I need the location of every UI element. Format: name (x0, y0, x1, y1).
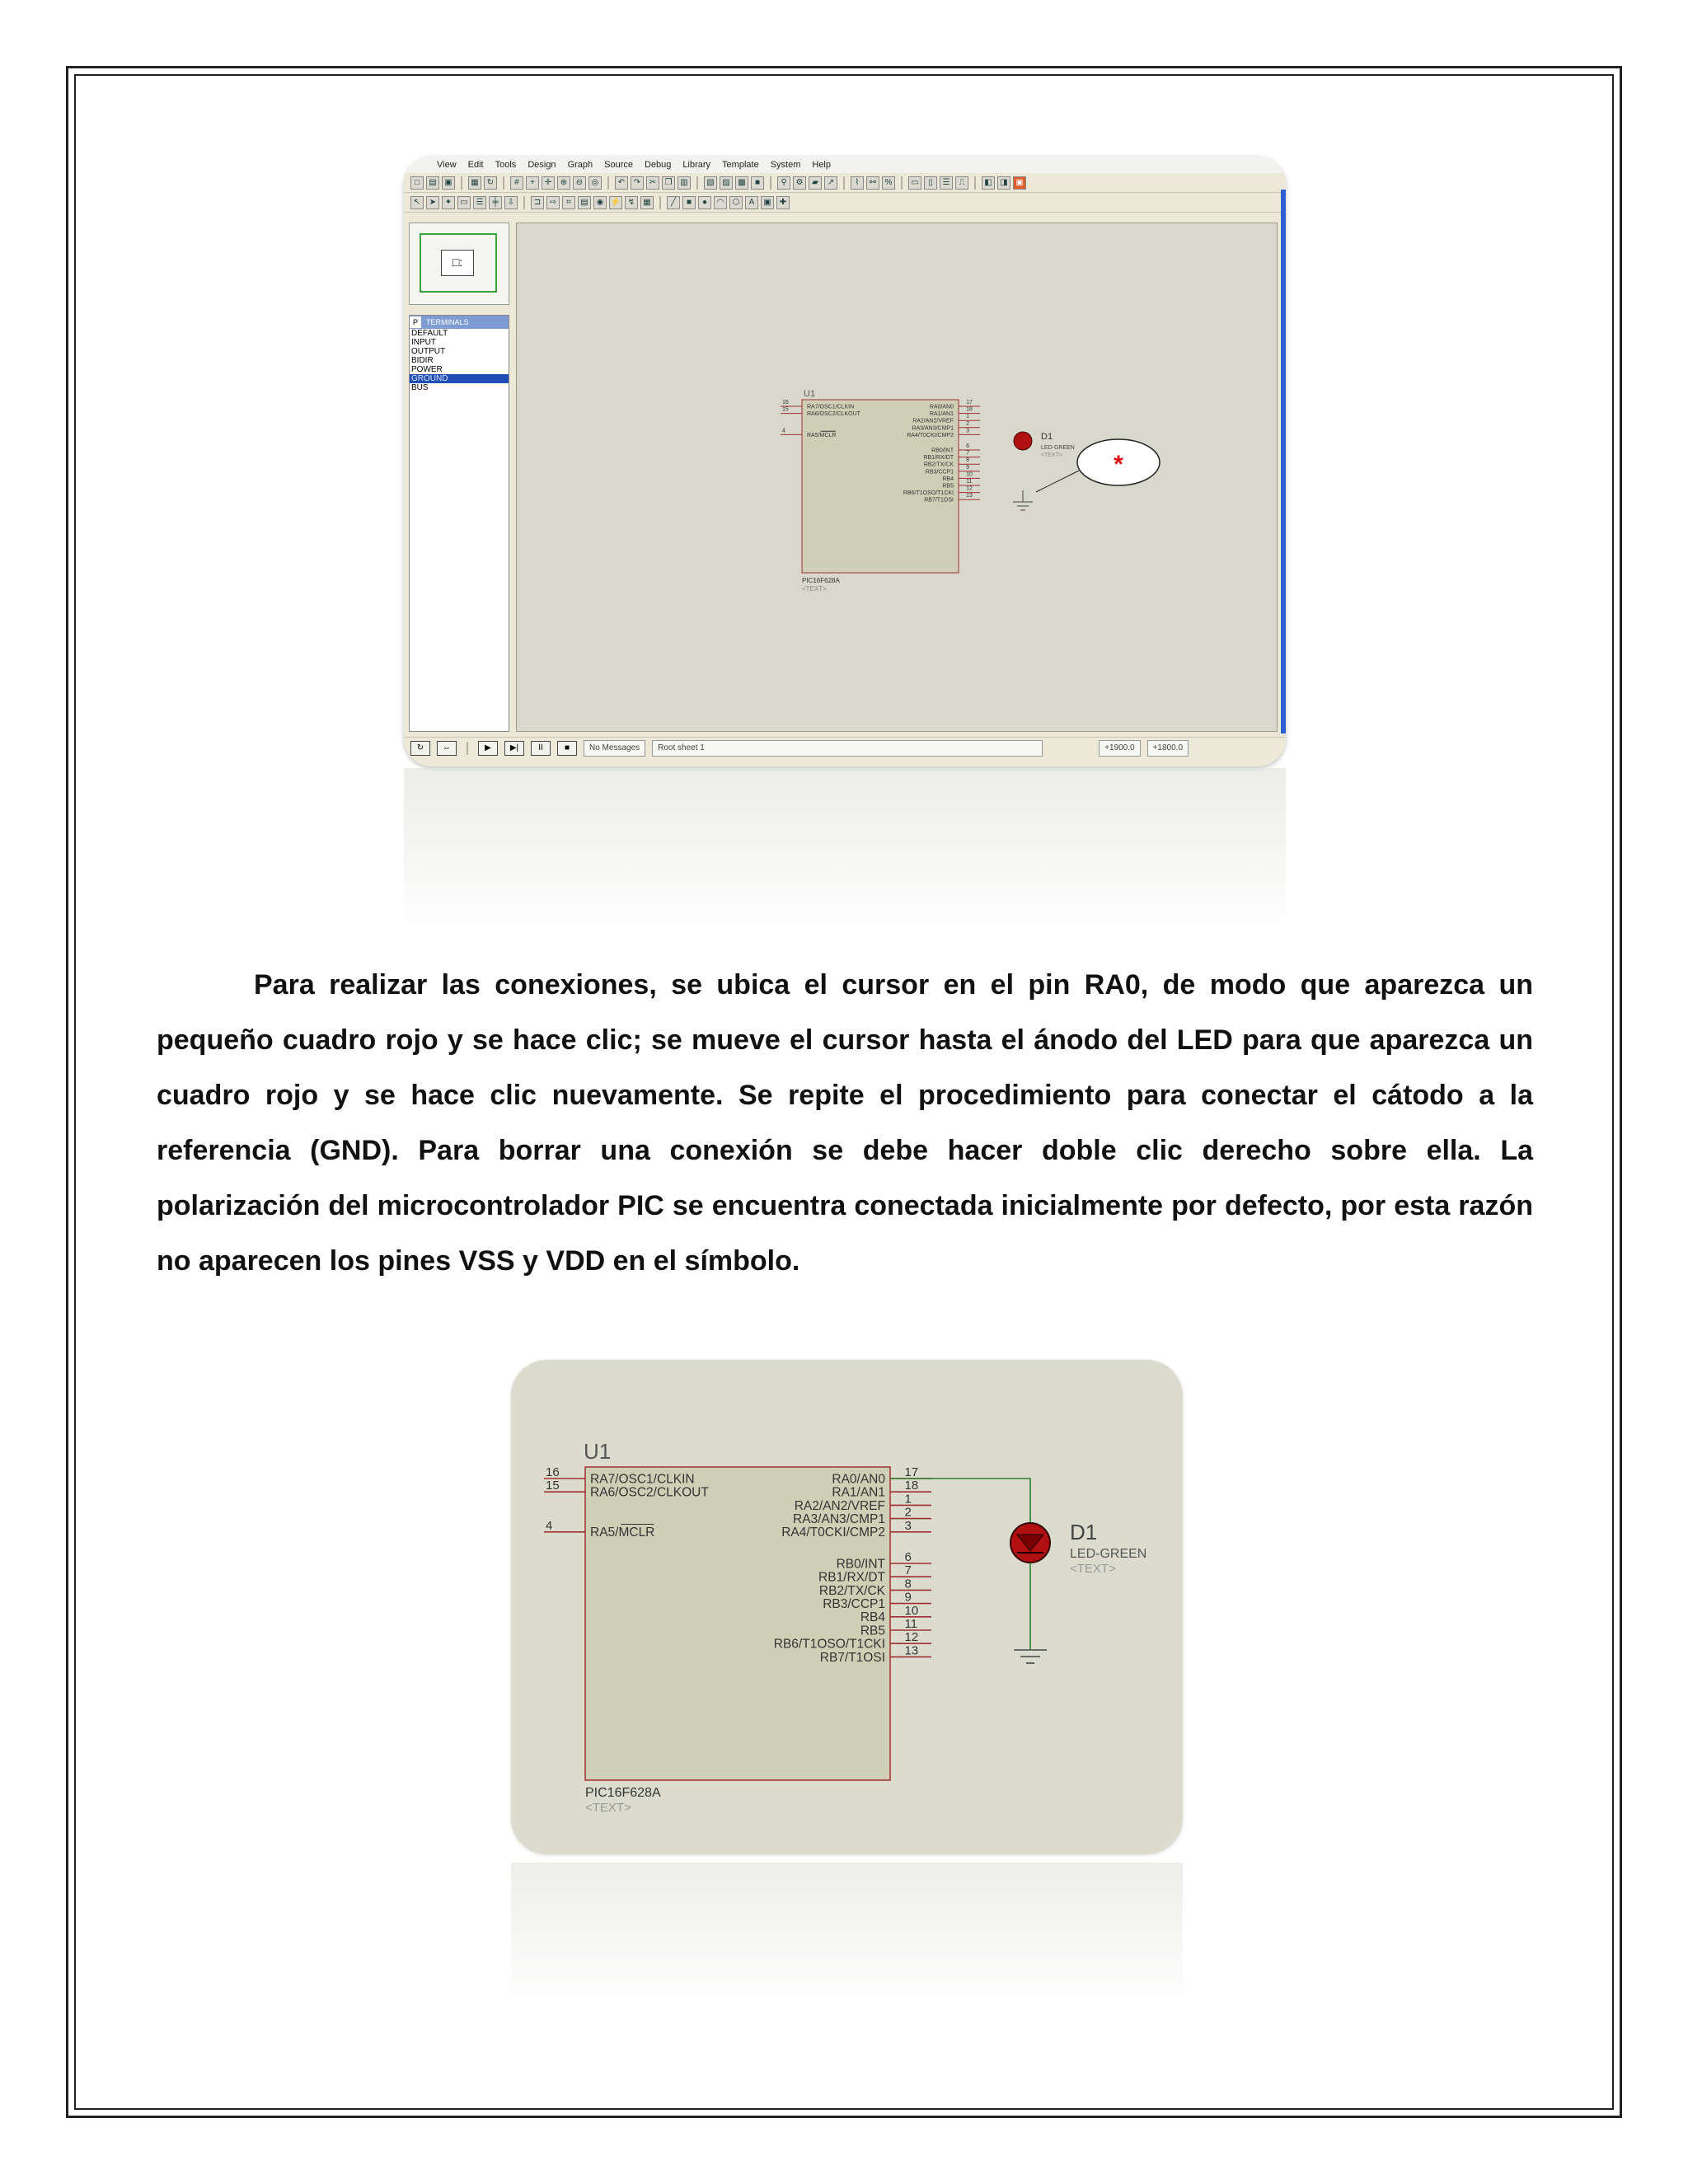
step-button[interactable]: ▶| (504, 741, 524, 756)
pin-number-13: 13 (966, 493, 973, 499)
terminal-item-ground[interactable]: GROUND (410, 374, 509, 383)
menu-item-source[interactable]: Source (604, 160, 633, 170)
red-marker: * (1114, 451, 1123, 478)
graph-mode-icon[interactable]: ⌗ (562, 196, 575, 209)
toolbar-modes (404, 193, 1286, 213)
overview-window[interactable] (409, 223, 509, 305)
pause-button[interactable]: II (531, 741, 551, 756)
junction-dot-icon[interactable]: ✦ (442, 196, 455, 209)
pin-number-8: 8 (904, 1577, 912, 1591)
menu-item-debug[interactable]: Debug (645, 160, 672, 170)
bill-of-materials-icon[interactable]: ☰ (940, 176, 953, 190)
toolbar-separator (770, 176, 771, 190)
zoomed-schematic-screenshot (511, 1360, 1183, 1854)
terminal-item-output[interactable]: OUTPUT (411, 347, 446, 356)
sheet-field: Root sheet 1 (652, 740, 1043, 757)
pin-name-8: RB2/TX/CK (923, 462, 954, 468)
menu-item-edit[interactable]: Edit (467, 160, 484, 170)
led-text-placeholder-zoom: <TEXT> (1070, 1562, 1116, 1576)
pin-number-4: 4 (546, 1518, 553, 1533)
component-mode-icon[interactable]: ➤ (426, 196, 439, 209)
pin-name-4: RA5/MCLR (807, 432, 837, 438)
pin-number-11: 11 (966, 479, 973, 485)
pin-number-9: 9 (904, 1590, 912, 1605)
terminals-header (410, 316, 509, 329)
pin-name-1: RA2/AN2/VREF (794, 1498, 885, 1513)
pin-number-16: 16 (546, 1465, 560, 1479)
toolbar-separator (461, 176, 462, 190)
zoomed-schematic-svg (511, 1360, 1183, 1854)
marker-icon[interactable]: ✚ (776, 196, 790, 209)
menu-item-design[interactable]: Design (528, 160, 556, 170)
led-ref-label-zoom: D1 (1070, 1520, 1098, 1544)
save-icon[interactable]: ▣ (442, 176, 455, 190)
menu-item-graph[interactable]: Graph (567, 160, 593, 170)
refresh-icon[interactable]: ↻ (484, 176, 497, 190)
pin-number-17: 17 (904, 1465, 919, 1479)
pan-icon[interactable]: ✛ (542, 176, 555, 190)
u1-text-placeholder: <TEXT> (802, 585, 827, 593)
pin-number-13: 13 (904, 1643, 919, 1658)
terminals-list (409, 315, 509, 732)
pin-name-9: RB3/CCP1 (823, 1597, 885, 1612)
pin-name-2: RA3/AN3/CMP1 (793, 1512, 885, 1527)
print-icon[interactable]: ▦ (468, 176, 481, 190)
u1-ref-label-zoom: U1 (584, 1439, 612, 1464)
menu-item-view[interactable]: View (437, 160, 457, 170)
wire-autorouter-icon[interactable]: ⌇ (851, 176, 864, 190)
text-script-icon[interactable]: ☰ (473, 196, 486, 209)
led-part-label: LED-GREEN (1041, 445, 1075, 451)
led-d1-symbol[interactable] (1014, 432, 1032, 450)
led-text-placeholder: <TEXT> (1041, 452, 1063, 458)
search-tag-icon[interactable]: ⚯ (866, 176, 879, 190)
menu-item-tools[interactable]: Tools (495, 160, 517, 170)
pin-number-18: 18 (966, 406, 973, 413)
netlist-icon[interactable]: ⎍ (955, 176, 968, 190)
pin-number-7: 7 (966, 450, 970, 457)
pin-name-18: RA1/AN1 (929, 411, 954, 418)
play-button[interactable]: ▶ (478, 741, 498, 756)
led-ref-label: D1 (1041, 432, 1053, 442)
menu-item-template[interactable]: Template (722, 160, 759, 170)
pin-name-6: RB0/INT (931, 448, 954, 454)
pin-number-2: 2 (966, 420, 970, 427)
schematic-canvas[interactable] (516, 223, 1278, 732)
pin-number-3: 3 (966, 428, 970, 434)
virtual-instruments-icon[interactable]: ▦ (640, 196, 654, 209)
status-bar (404, 737, 1286, 758)
pin-name-10: RB4 (860, 1610, 885, 1625)
pin-name-7: RB1/RX/DT (818, 1570, 885, 1585)
rotate-icon[interactable]: ↻ (410, 741, 430, 756)
pin-name-13: RB7/T1OSI (924, 497, 954, 504)
voltage-probe-icon[interactable]: ⚡ (609, 196, 622, 209)
pin-name-11: RB5 (942, 483, 954, 490)
pin-number-1: 1 (904, 1492, 912, 1507)
status-separator (467, 742, 468, 755)
isis-window-screenshot (404, 157, 1286, 766)
path-icon[interactable]: ⬡ (729, 196, 743, 209)
pin-number-12: 12 (966, 485, 973, 492)
pin-number-12: 12 (904, 1630, 919, 1645)
pin-number-6: 6 (966, 443, 970, 449)
pin-name-2: RA3/AN3/CMP1 (912, 425, 954, 432)
packaging-icon[interactable]: ▰ (809, 176, 822, 190)
u1-part-label-zoom: PIC16F628A (585, 1786, 661, 1800)
block-copy-icon[interactable]: ▧ (704, 176, 717, 190)
terminal-item-bus[interactable]: BUS (411, 383, 429, 392)
zoom-in-icon[interactable]: ⊕ (557, 176, 570, 190)
overview-viewport: □: (441, 250, 474, 276)
pin-number-1: 1 (966, 414, 970, 420)
terminal-item-bidir[interactable]: BIDIR (411, 356, 434, 365)
pin-name-18: RA1/AN1 (832, 1485, 885, 1500)
select-mode-icon[interactable]: ↖ (410, 196, 424, 209)
pin-number-9: 9 (966, 464, 970, 471)
u1-text-placeholder-zoom: <TEXT> (585, 1801, 631, 1815)
box-icon[interactable]: ■ (682, 196, 696, 209)
pin-number-8: 8 (966, 457, 970, 464)
stop-button[interactable]: ■ (557, 741, 577, 756)
pin-number-10: 10 (966, 471, 973, 478)
pin-name-3: RA4/T0CKI/CMP2 (781, 1526, 885, 1540)
terminal-item-power[interactable]: POWER (411, 365, 443, 374)
subcircuit-icon[interactable]: ⇩ (504, 196, 518, 209)
pin-name-17: RA0/AN0 (929, 404, 954, 410)
arc-icon[interactable]: ◠ (714, 196, 727, 209)
terminals-header-label: TERMINALS (426, 318, 469, 326)
pin-name-12: RB6/T1OSO/T1CKI (773, 1637, 885, 1652)
pin-name-15: RA6/OSC2/CLKOUT (807, 411, 860, 418)
mirror-icon[interactable]: ⇔ (437, 741, 457, 756)
coord-x-field: +1900.0 (1099, 740, 1140, 757)
pin-name-3: RA4/T0CKI/CMP2 (907, 432, 954, 438)
copy-icon[interactable]: ❐ (662, 176, 675, 190)
remove-sheet-icon[interactable]: ▯ (924, 176, 937, 190)
decompose-icon[interactable]: ↗ (824, 176, 837, 190)
pin-number-15: 15 (546, 1479, 560, 1493)
new-sheet-icon[interactable]: ▭ (908, 176, 921, 190)
generator-icon[interactable]: ◉ (593, 196, 607, 209)
origin-icon[interactable]: + (526, 176, 539, 190)
symbol-icon[interactable]: ▣ (761, 196, 774, 209)
u1-ref-label: U1 (804, 389, 816, 399)
pin-number-11: 11 (904, 1617, 918, 1631)
menu-bar (404, 157, 1286, 173)
terminal-item-default[interactable]: DEFAULT (411, 329, 448, 338)
zoom-out-icon[interactable]: ⊖ (573, 176, 586, 190)
window-frame-edge (1281, 190, 1286, 733)
pin-number-10: 10 (904, 1603, 919, 1618)
block-delete-icon[interactable]: ■ (751, 176, 764, 190)
toolbar-separator (696, 176, 698, 190)
pick-device-icon[interactable]: ⚲ (777, 176, 790, 190)
redo-icon[interactable]: ↷ (631, 176, 644, 190)
line-icon[interactable]: ╱ (667, 196, 680, 209)
open-file-icon[interactable]: ▤ (426, 176, 439, 190)
circle-icon[interactable]: ● (698, 196, 711, 209)
led-part-label-zoom: LED-GREEN (1070, 1547, 1147, 1561)
text-icon[interactable]: A (745, 196, 758, 209)
pin-name-13: RB7/T1OSI (819, 1650, 885, 1665)
pin-name-11: RB5 (860, 1624, 885, 1638)
block-move-icon[interactable]: ▨ (720, 176, 733, 190)
toolbar-main (404, 173, 1286, 193)
bus-icon[interactable]: ╪ (489, 196, 502, 209)
pin-name-7: RB1/RX/DT (923, 455, 954, 462)
menu-item-system[interactable]: System (770, 160, 801, 170)
pin-number-6: 6 (904, 1550, 912, 1564)
left-pane (409, 223, 509, 732)
pin-number-15: 15 (782, 406, 789, 413)
pin-number-18: 18 (904, 1479, 919, 1493)
pin-number-2: 2 (904, 1505, 912, 1520)
pin-number-7: 7 (904, 1563, 912, 1578)
wire-label-icon[interactable]: ▭ (457, 196, 471, 209)
body-paragraph: Para realizar las conexiones, se ubica el cursor en el pin RA0, de modo que aparezca un pequeño cuadro rojo y se hace clic; se mueve el cursor hasta el ánodo del LED para que aparezca un cuadro rojo y se hace clic nuevamente. Se repite el procedimiento para conectar el cátodo a la referencia (GND). Para borrar una conexión se debe hacer doble clic derecho sobre ella. La polarización del microcontrolador PIC se encuentra conectada inicialmente por defecto, por esta razón no aparecen los pines VSS y VDD en el símbolo. (157, 969, 1533, 1277)
exit-icon[interactable]: ▣ (1013, 176, 1026, 190)
pin-name-15: RA6/OSC2/CLKOUT (590, 1485, 709, 1500)
pin-name-1: RA2/AN2/VREF (912, 418, 954, 424)
terminals-mode-icon[interactable]: ⊐ (531, 196, 544, 209)
pin-name-9: RB3/CCP1 (925, 469, 954, 476)
terminal-item-input[interactable]: INPUT (411, 338, 436, 347)
toolbar-separator (843, 176, 845, 190)
pin-number-16: 16 (782, 400, 789, 405)
ares-icon[interactable]: ◧ (982, 176, 995, 190)
pin-number-3: 3 (904, 1518, 912, 1533)
tape-recorder-icon[interactable]: ▤ (578, 196, 591, 209)
make-device-icon[interactable]: ⚙ (793, 176, 806, 190)
property-tool-icon[interactable]: % (882, 176, 895, 190)
new-file-icon[interactable]: □ (410, 176, 424, 190)
cut-icon[interactable]: ✂ (646, 176, 659, 190)
device-pins-icon[interactable]: ⇨ (546, 196, 560, 209)
pin-name-8: RB2/TX/CK (818, 1583, 885, 1598)
zoom-all-icon[interactable]: ◎ (588, 176, 602, 190)
messages-field[interactable]: No Messages (584, 740, 645, 757)
block-rotate-icon[interactable]: ▩ (735, 176, 748, 190)
toolbar-separator (523, 196, 525, 209)
zoomed-schematic-reflection (511, 1863, 1183, 2011)
pin-name-17: RA0/AN0 (832, 1472, 885, 1487)
paste-icon[interactable]: ▥ (678, 176, 691, 190)
undo-icon[interactable]: ↶ (615, 176, 628, 190)
pin-name-16: RA7/OSC1/CLKIN (807, 404, 855, 410)
canvas-schematic-svg (517, 223, 1277, 731)
coord-y-field: +1800.0 (1147, 740, 1189, 757)
toolbar-separator (659, 196, 661, 209)
toolbar-separator (607, 176, 609, 190)
export-icon[interactable]: ◨ (997, 176, 1010, 190)
u1-part-label: PIC16F628A (802, 577, 840, 584)
menu-item-help[interactable]: Help (812, 160, 831, 170)
pin-name-10: RB4 (942, 476, 954, 482)
pin-name-12: RB6/T1OSO/T1CKI (903, 490, 954, 497)
callout-pointer (1036, 471, 1079, 492)
grid-icon[interactable]: # (510, 176, 523, 190)
terminals-mode-button[interactable]: P (410, 316, 421, 328)
toolbar-separator (901, 176, 903, 190)
pin-number-17: 17 (966, 400, 973, 405)
pin-name-16: RA7/OSC1/CLKIN (590, 1472, 695, 1487)
pin-name-6: RB0/INT (836, 1557, 885, 1572)
screenshot-reflection (404, 768, 1286, 933)
pin-name-4: RA5/MCLR (590, 1526, 655, 1540)
menu-item-library[interactable]: Library (682, 160, 711, 170)
current-probe-icon[interactable]: ↯ (625, 196, 638, 209)
toolbar-separator (974, 176, 976, 190)
toolbar-separator (503, 176, 504, 190)
pin-number-4: 4 (782, 428, 785, 434)
